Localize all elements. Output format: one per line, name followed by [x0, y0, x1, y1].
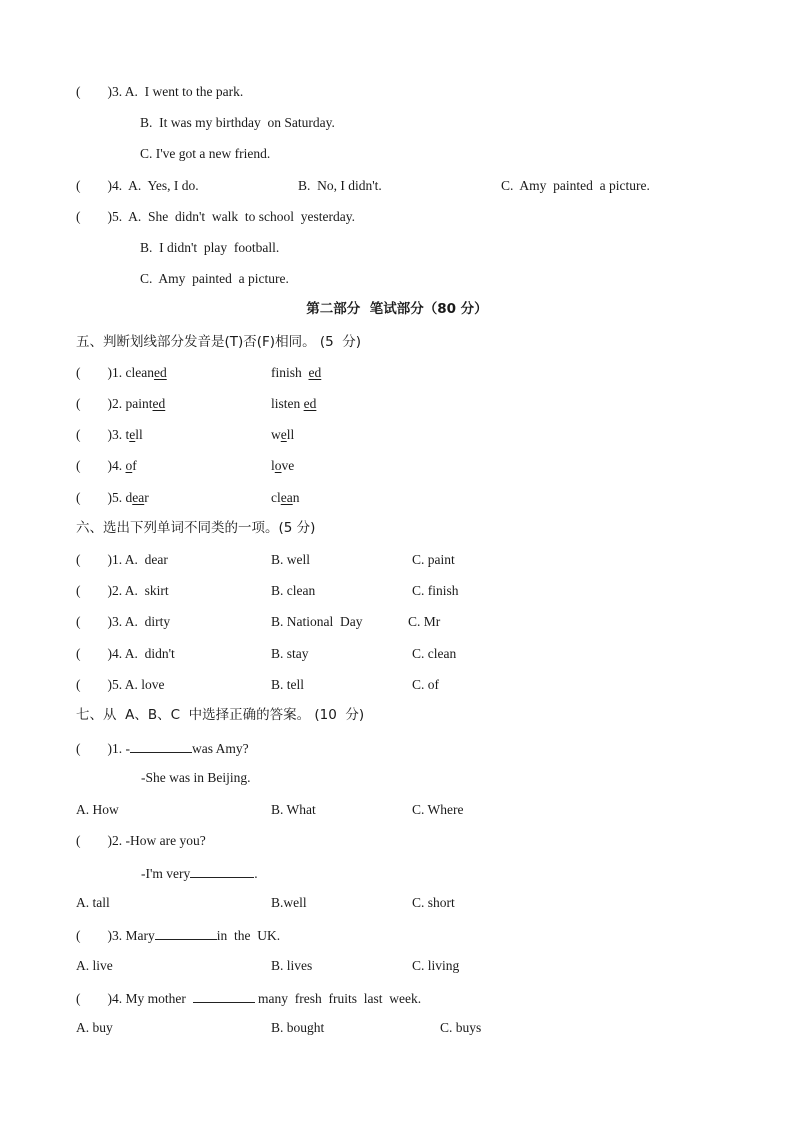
q4-stem: ( )4. A. Yes, I do.	[76, 178, 199, 193]
q3-option-c: C. I've got a new friend.	[140, 146, 271, 161]
s6-row-4-c: C. clean	[412, 646, 457, 661]
s6-row-1-b: B. well	[271, 552, 310, 567]
s6-row-5-b: B. tell	[271, 677, 304, 692]
answer-blank	[190, 864, 254, 878]
section5-title: 五、判断划线部分发音是(T)否(F)相同。 (5 分)	[76, 334, 362, 350]
s7-q1-option-a: A. How	[76, 802, 119, 817]
s6-row-1-c: C. paint	[412, 552, 455, 567]
s6-row-3-c: C. Mr	[408, 614, 441, 629]
answer-blank	[155, 926, 217, 940]
s6-row-4-a: ( )4. A. didn't	[76, 646, 175, 661]
answer-blank	[193, 989, 255, 1003]
s7-q4-option-a: A. buy	[76, 1020, 113, 1035]
s7-q3-option-a: A. live	[76, 958, 113, 973]
q3-option-b: B. It was my birthday on Saturday.	[140, 115, 335, 130]
s5-row-3: ( )3. tell	[76, 427, 143, 442]
s7-q2-reply: -I'm very .	[141, 866, 258, 881]
s6-row-3-a: ( )3. A. dirty	[76, 614, 171, 629]
q5-stem: ( )5. A. She didn't walk to school yesterday.	[76, 209, 356, 224]
section6-title: 六、选出下列单词不同类的一项。(5 分)	[76, 520, 316, 536]
s6-row-4-b: B. stay	[271, 646, 309, 661]
s5-row-5-word2: clean	[271, 490, 300, 505]
s7-q3-option-b: B. lives	[271, 958, 313, 973]
s7-q2-stem: ( )2. -How are you?	[76, 833, 206, 848]
answer-blank	[130, 739, 192, 753]
s5-row-1: ( )1. cleaned	[76, 365, 167, 380]
s5-row-3-word2: well	[271, 427, 295, 442]
s6-row-1-a: ( )1. A. dear	[76, 552, 168, 567]
s7-q1-reply: -She was in Beijing.	[141, 770, 251, 785]
q5-option-c: C. Amy painted a picture.	[140, 271, 289, 286]
q4-option-c: C. Amy painted a picture.	[501, 178, 650, 193]
q4-option-b: B. No, I didn't.	[298, 178, 382, 193]
s7-q2-option-c: C. short	[412, 895, 455, 910]
s5-row-2: ( )2. painted	[76, 396, 166, 411]
q5-option-b: B. I didn't play football.	[140, 240, 280, 255]
s7-q3-stem: ( )3. Mary in the UK.	[76, 928, 281, 943]
s6-row-2-a: ( )2. A. skirt	[76, 583, 169, 598]
s6-row-5-c: C. of	[412, 677, 439, 692]
s7-q2-option-a: A. tall	[76, 895, 110, 910]
section7-title: 七、从 A、B、C 中选择正确的答案。 (10 分)	[76, 707, 365, 723]
s5-row-4-word2: love	[271, 458, 295, 473]
part2-title: 第二部分 笔试部分（80 分）	[306, 301, 488, 317]
s7-q4-option-c: C. buys	[440, 1020, 482, 1035]
s5-row-4: ( )4. of	[76, 458, 137, 473]
s7-q1-option-c: C. Where	[412, 802, 464, 817]
s7-q4-stem: ( )4. My mother many fresh fruits last week.	[76, 991, 422, 1006]
s7-q3-option-c: C. living	[412, 958, 460, 973]
s5-row-5: ( )5. dear	[76, 490, 149, 505]
s6-row-2-b: B. clean	[271, 583, 316, 598]
s6-row-2-c: C. finish	[412, 583, 459, 598]
s6-row-3-b: B. National Day	[271, 614, 363, 629]
s7-q2-option-b: B.well	[271, 895, 307, 910]
s7-q1-stem: ( )1. - was Amy?	[76, 741, 249, 756]
s5-row-2-word2: listen ed	[271, 396, 317, 411]
s7-q1-option-b: B. What	[271, 802, 316, 817]
s7-q4-option-b: B. bought	[271, 1020, 325, 1035]
s6-row-5-a: ( )5. A. love	[76, 677, 165, 692]
q3-stem: ( )3. A. I went to the park.	[76, 84, 244, 99]
s5-row-1-word2: finish ed	[271, 365, 322, 380]
